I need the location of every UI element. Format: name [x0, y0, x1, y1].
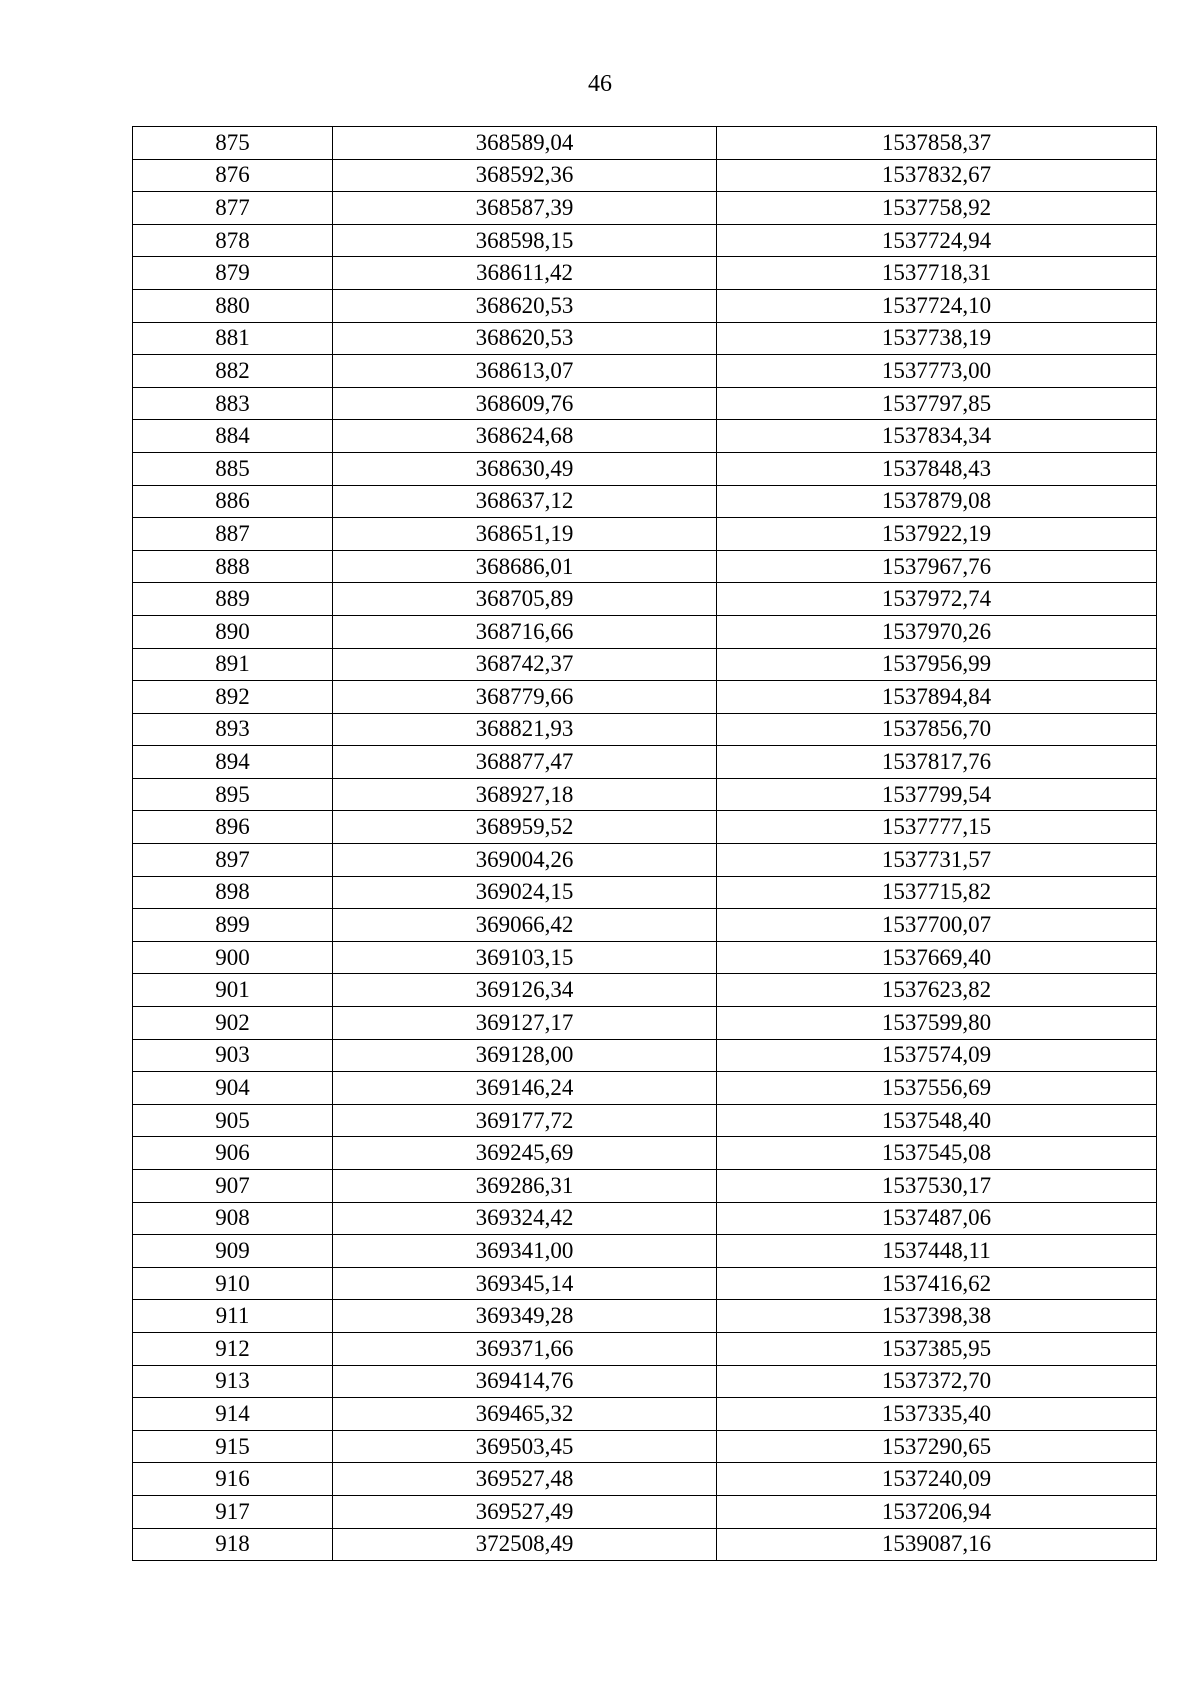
table-row [133, 355, 1157, 388]
point-number-cell: 907 [133, 1170, 333, 1203]
table-row [133, 1235, 1157, 1268]
x-coordinate-cell: 369345,14 [333, 1267, 717, 1300]
point-number-cell: 891 [133, 648, 333, 681]
y-coordinate-cell: 1537777,15 [717, 811, 1157, 844]
table-row [133, 1463, 1157, 1496]
point-number-cell: 881 [133, 322, 333, 355]
point-number-cell: 880 [133, 289, 333, 322]
x-coordinate-cell: 369465,32 [333, 1398, 717, 1431]
table-row [133, 974, 1157, 1007]
y-coordinate-cell: 1537372,70 [717, 1365, 1157, 1398]
point-number-cell: 883 [133, 387, 333, 420]
y-coordinate-cell: 1537970,26 [717, 615, 1157, 648]
point-number-cell: 885 [133, 452, 333, 485]
y-coordinate-cell: 1537731,57 [717, 844, 1157, 877]
x-coordinate-cell: 368592,36 [333, 159, 717, 192]
y-coordinate-cell: 1537487,06 [717, 1202, 1157, 1235]
x-coordinate-cell: 368598,15 [333, 224, 717, 257]
point-number-cell: 902 [133, 1007, 333, 1040]
y-coordinate-cell: 1537879,08 [717, 485, 1157, 518]
table-row [133, 811, 1157, 844]
table-row [133, 1495, 1157, 1528]
point-number-cell: 918 [133, 1528, 333, 1561]
point-number-cell: 890 [133, 615, 333, 648]
point-number-cell: 905 [133, 1104, 333, 1137]
y-coordinate-cell: 1537574,09 [717, 1039, 1157, 1072]
table-row [133, 583, 1157, 616]
point-number-cell: 908 [133, 1202, 333, 1235]
y-coordinate-cell: 1537856,70 [717, 713, 1157, 746]
point-number-cell: 903 [133, 1039, 333, 1072]
y-coordinate-cell: 1539087,16 [717, 1528, 1157, 1561]
y-coordinate-cell: 1537724,10 [717, 289, 1157, 322]
y-coordinate-cell: 1537758,92 [717, 192, 1157, 225]
y-coordinate-cell: 1537398,38 [717, 1300, 1157, 1333]
y-coordinate-cell: 1537335,40 [717, 1398, 1157, 1431]
table-row [133, 909, 1157, 942]
y-coordinate-cell: 1537894,84 [717, 681, 1157, 714]
x-coordinate-cell: 369503,45 [333, 1430, 717, 1463]
x-coordinate-cell: 368620,53 [333, 322, 717, 355]
x-coordinate-cell: 368613,07 [333, 355, 717, 388]
point-number-cell: 893 [133, 713, 333, 746]
table-row [133, 1300, 1157, 1333]
x-coordinate-cell: 369286,31 [333, 1170, 717, 1203]
coordinates-table [132, 126, 1157, 1561]
x-coordinate-cell: 368589,04 [333, 127, 717, 160]
point-number-cell: 910 [133, 1267, 333, 1300]
y-coordinate-cell: 1537700,07 [717, 909, 1157, 942]
point-number-cell: 896 [133, 811, 333, 844]
x-coordinate-cell: 369177,72 [333, 1104, 717, 1137]
x-coordinate-cell: 368927,18 [333, 778, 717, 811]
x-coordinate-cell: 368705,89 [333, 583, 717, 616]
point-number-cell: 884 [133, 420, 333, 453]
x-coordinate-cell: 369349,28 [333, 1300, 717, 1333]
x-coordinate-cell: 368630,49 [333, 452, 717, 485]
coordinates-table-body [133, 127, 1157, 1561]
table-row [133, 1332, 1157, 1365]
y-coordinate-cell: 1537545,08 [717, 1137, 1157, 1170]
table-row [133, 322, 1157, 355]
x-coordinate-cell: 369527,49 [333, 1495, 717, 1528]
y-coordinate-cell: 1537556,69 [717, 1072, 1157, 1105]
point-number-cell: 917 [133, 1495, 333, 1528]
table-row [133, 648, 1157, 681]
y-coordinate-cell: 1537922,19 [717, 518, 1157, 551]
x-coordinate-cell: 368959,52 [333, 811, 717, 844]
table-row [133, 1365, 1157, 1398]
y-coordinate-cell: 1537206,94 [717, 1495, 1157, 1528]
x-coordinate-cell: 368624,68 [333, 420, 717, 453]
point-number-cell: 894 [133, 746, 333, 779]
x-coordinate-cell: 369126,34 [333, 974, 717, 1007]
point-number-cell: 904 [133, 1072, 333, 1105]
table-row [133, 387, 1157, 420]
x-coordinate-cell: 368609,76 [333, 387, 717, 420]
x-coordinate-cell: 368611,42 [333, 257, 717, 290]
y-coordinate-cell: 1537956,99 [717, 648, 1157, 681]
table-row [133, 1267, 1157, 1300]
x-coordinate-cell: 369146,24 [333, 1072, 717, 1105]
x-coordinate-cell: 368686,01 [333, 550, 717, 583]
y-coordinate-cell: 1537834,34 [717, 420, 1157, 453]
x-coordinate-cell: 369414,76 [333, 1365, 717, 1398]
point-number-cell: 899 [133, 909, 333, 942]
y-coordinate-cell: 1537599,80 [717, 1007, 1157, 1040]
x-coordinate-cell: 368620,53 [333, 289, 717, 322]
table-row [133, 485, 1157, 518]
point-number-cell: 897 [133, 844, 333, 877]
y-coordinate-cell: 1537715,82 [717, 876, 1157, 909]
table-row [133, 224, 1157, 257]
table-row [133, 1398, 1157, 1431]
y-coordinate-cell: 1537548,40 [717, 1104, 1157, 1137]
table-row [133, 1170, 1157, 1203]
table-row [133, 518, 1157, 551]
y-coordinate-cell: 1537416,62 [717, 1267, 1157, 1300]
table-row [133, 778, 1157, 811]
y-coordinate-cell: 1537724,94 [717, 224, 1157, 257]
point-number-cell: 906 [133, 1137, 333, 1170]
y-coordinate-cell: 1537817,76 [717, 746, 1157, 779]
y-coordinate-cell: 1537718,31 [717, 257, 1157, 290]
table-row [133, 1007, 1157, 1040]
y-coordinate-cell: 1537972,74 [717, 583, 1157, 616]
table-row [133, 159, 1157, 192]
x-coordinate-cell: 369127,17 [333, 1007, 717, 1040]
x-coordinate-cell: 369324,42 [333, 1202, 717, 1235]
x-coordinate-cell: 369371,66 [333, 1332, 717, 1365]
table-row [133, 1528, 1157, 1561]
table-row [133, 941, 1157, 974]
x-coordinate-cell: 368877,47 [333, 746, 717, 779]
x-coordinate-cell: 368779,66 [333, 681, 717, 714]
point-number-cell: 887 [133, 518, 333, 551]
y-coordinate-cell: 1537623,82 [717, 974, 1157, 1007]
x-coordinate-cell: 369066,42 [333, 909, 717, 942]
table-row [133, 192, 1157, 225]
x-coordinate-cell: 369341,00 [333, 1235, 717, 1268]
page-number: 46 [588, 71, 612, 97]
x-coordinate-cell: 369103,15 [333, 941, 717, 974]
table-row [133, 1202, 1157, 1235]
x-coordinate-cell: 369024,15 [333, 876, 717, 909]
point-number-cell: 913 [133, 1365, 333, 1398]
table-row [133, 615, 1157, 648]
point-number-cell: 909 [133, 1235, 333, 1268]
point-number-cell: 882 [133, 355, 333, 388]
y-coordinate-cell: 1537448,11 [717, 1235, 1157, 1268]
y-coordinate-cell: 1537858,37 [717, 127, 1157, 160]
x-coordinate-cell: 368651,19 [333, 518, 717, 551]
table-row [133, 289, 1157, 322]
x-coordinate-cell: 372508,49 [333, 1528, 717, 1561]
x-coordinate-cell: 368742,37 [333, 648, 717, 681]
point-number-cell: 886 [133, 485, 333, 518]
table-row [133, 876, 1157, 909]
table-row [133, 452, 1157, 485]
point-number-cell: 900 [133, 941, 333, 974]
x-coordinate-cell: 369245,69 [333, 1137, 717, 1170]
y-coordinate-cell: 1537832,67 [717, 159, 1157, 192]
table-row [133, 1072, 1157, 1105]
point-number-cell: 878 [133, 224, 333, 257]
y-coordinate-cell: 1537848,43 [717, 452, 1157, 485]
table-row [133, 420, 1157, 453]
table-row [133, 713, 1157, 746]
y-coordinate-cell: 1537967,76 [717, 550, 1157, 583]
point-number-cell: 895 [133, 778, 333, 811]
y-coordinate-cell: 1537797,85 [717, 387, 1157, 420]
x-coordinate-cell: 368587,39 [333, 192, 717, 225]
point-number-cell: 901 [133, 974, 333, 1007]
point-number-cell: 888 [133, 550, 333, 583]
x-coordinate-cell: 369128,00 [333, 1039, 717, 1072]
point-number-cell: 879 [133, 257, 333, 290]
x-coordinate-cell: 369527,48 [333, 1463, 717, 1496]
point-number-cell: 911 [133, 1300, 333, 1333]
y-coordinate-cell: 1537773,00 [717, 355, 1157, 388]
table-row [133, 127, 1157, 160]
x-coordinate-cell: 368637,12 [333, 485, 717, 518]
y-coordinate-cell: 1537385,95 [717, 1332, 1157, 1365]
table-row [133, 844, 1157, 877]
table-row [133, 1430, 1157, 1463]
table-row [133, 257, 1157, 290]
point-number-cell: 898 [133, 876, 333, 909]
y-coordinate-cell: 1537530,17 [717, 1170, 1157, 1203]
y-coordinate-cell: 1537799,54 [717, 778, 1157, 811]
point-number-cell: 877 [133, 192, 333, 225]
table-row [133, 746, 1157, 779]
y-coordinate-cell: 1537669,40 [717, 941, 1157, 974]
point-number-cell: 876 [133, 159, 333, 192]
table-row [133, 681, 1157, 714]
point-number-cell: 912 [133, 1332, 333, 1365]
point-number-cell: 889 [133, 583, 333, 616]
table-row [133, 1039, 1157, 1072]
point-number-cell: 916 [133, 1463, 333, 1496]
y-coordinate-cell: 1537738,19 [717, 322, 1157, 355]
x-coordinate-cell: 368716,66 [333, 615, 717, 648]
table-row [133, 1104, 1157, 1137]
point-number-cell: 915 [133, 1430, 333, 1463]
x-coordinate-cell: 369004,26 [333, 844, 717, 877]
x-coordinate-cell: 368821,93 [333, 713, 717, 746]
y-coordinate-cell: 1537240,09 [717, 1463, 1157, 1496]
table-row [133, 550, 1157, 583]
table-row [133, 1137, 1157, 1170]
point-number-cell: 914 [133, 1398, 333, 1431]
y-coordinate-cell: 1537290,65 [717, 1430, 1157, 1463]
point-number-cell: 892 [133, 681, 333, 714]
point-number-cell: 875 [133, 127, 333, 160]
